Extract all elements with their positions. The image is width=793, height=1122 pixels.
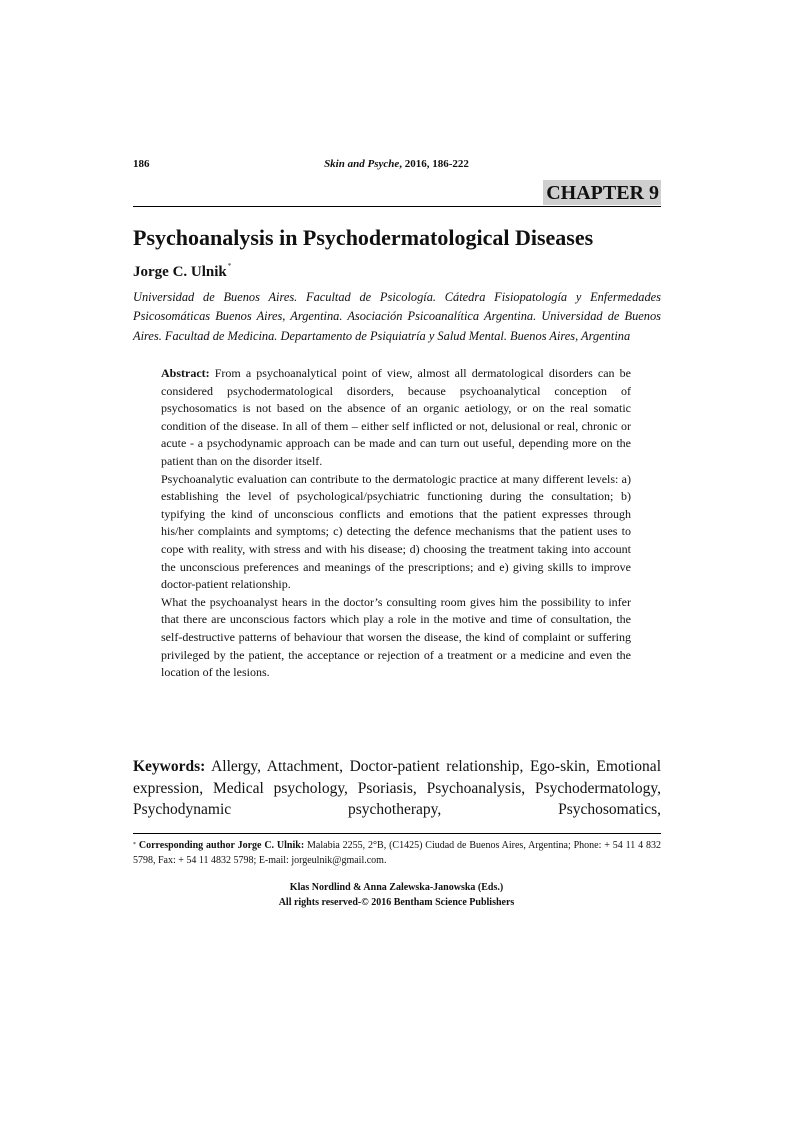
author-line (133, 264, 231, 281)
footnote-text: Malabia 2255, 2°B, (C1425) Ciudad de Buenos Aires, Argentina; Phone: + 54 11 4 832 5798, Fax: + 54 11 4832 5798; E-mail: jorgeulnik@gmail.com. (133, 840, 661, 866)
chapter-label: CHAPTER 9 (543, 180, 661, 205)
copyright-line: All rights reserved-© 2016 Bentham Science Publishers (278, 897, 515, 908)
author-footnote-mark: * (227, 262, 232, 270)
journal-title: Skin and Psyche (324, 158, 400, 170)
corresponding-author-footnote (133, 838, 661, 868)
abstract-paragraph (161, 365, 631, 471)
keywords-text: Allergy, Attachment, Doctor-patient relationship, Ego-skin, Emotional expression, Medical psychology, Psoriasis, Psychoanalysis, Psychodermatology, Psychodynamic psychotherapy, Psychosomatics, (133, 758, 661, 818)
keywords (133, 756, 661, 821)
abstract-paragraph: Psychoanalytic evaluation can contribute to the dermatologic practice at many different levels: a) establishing the level of psychological/psychiatric functioning during the consultation; b) typifying the kind of unconscious conflicts and emotions that the patient expresses through his/her complaints and symptoms; c) detecting the defence mechanisms that the patient uses to cope with reality, with stress and with his disease; d) choosing the treatment taking into account the unconscious preferences and meanings of the prescriptions; and e) giving skills to improve doctor-patient relationship. (161, 471, 631, 592)
page-number: 186 (133, 158, 150, 170)
running-head (0, 158, 793, 170)
article-title: Psychoanalysis in Psychodermatological Diseases (133, 225, 594, 250)
footnote-label: Corresponding author Jorge C. Ulnik: (136, 840, 305, 851)
chapter-divider (133, 206, 661, 207)
abstract-text: From a psychoanalytical point of view, almost all dermatological disorders can be considered psychodermatological disorders, because psychoanalytical conception of psychosomatics is not based on the absence of an organic aetiology, or on the real somatic condition of the disease. In all of them – either self inflicted or not, delusional or real, chronic or acute - a psychodynamic approach can be made and can turn out useful, depending more on the patient than on the disorder itself. (161, 366, 631, 468)
footnote-divider (133, 833, 661, 834)
journal-citation: , 2016, 186-222 (399, 158, 469, 170)
author-name: Jorge C. Ulnik (133, 264, 227, 280)
abstract-paragraph: What the psychoanalyst hears in the doctor’s consulting room gives him the possibility to infer that there are unconscious factors which play a role in the motive and time of consultation, the self-destructive patterns of behaviour that worsen the disease, the kind of complaint or suffering privileged by the patient, the acceptance or rejection of a treatment or a medicine and even the location of the lesions. (161, 594, 631, 680)
abstract (161, 365, 631, 682)
editors-line: Klas Nordlind & Anna Zalewska-Janowska (Eds.) (289, 882, 504, 893)
author-affiliation: Universidad de Buenos Aires. Facultad de Psicología. Cátedra Fisiopatología y Enfermedades Psicosomáticas Buenos Aires, Argentina. Asociación Psicoanalítica Argentina. Universidad de Buenos Aires. Facultad de Medicina. Departamento de Psiquiatría y Salud Mental. Buenos Aires, Argentina (133, 290, 661, 343)
abstract-label: Abstract: (161, 366, 210, 380)
keywords-label: Keywords: (133, 758, 206, 775)
footnote-mark: * (133, 842, 136, 848)
